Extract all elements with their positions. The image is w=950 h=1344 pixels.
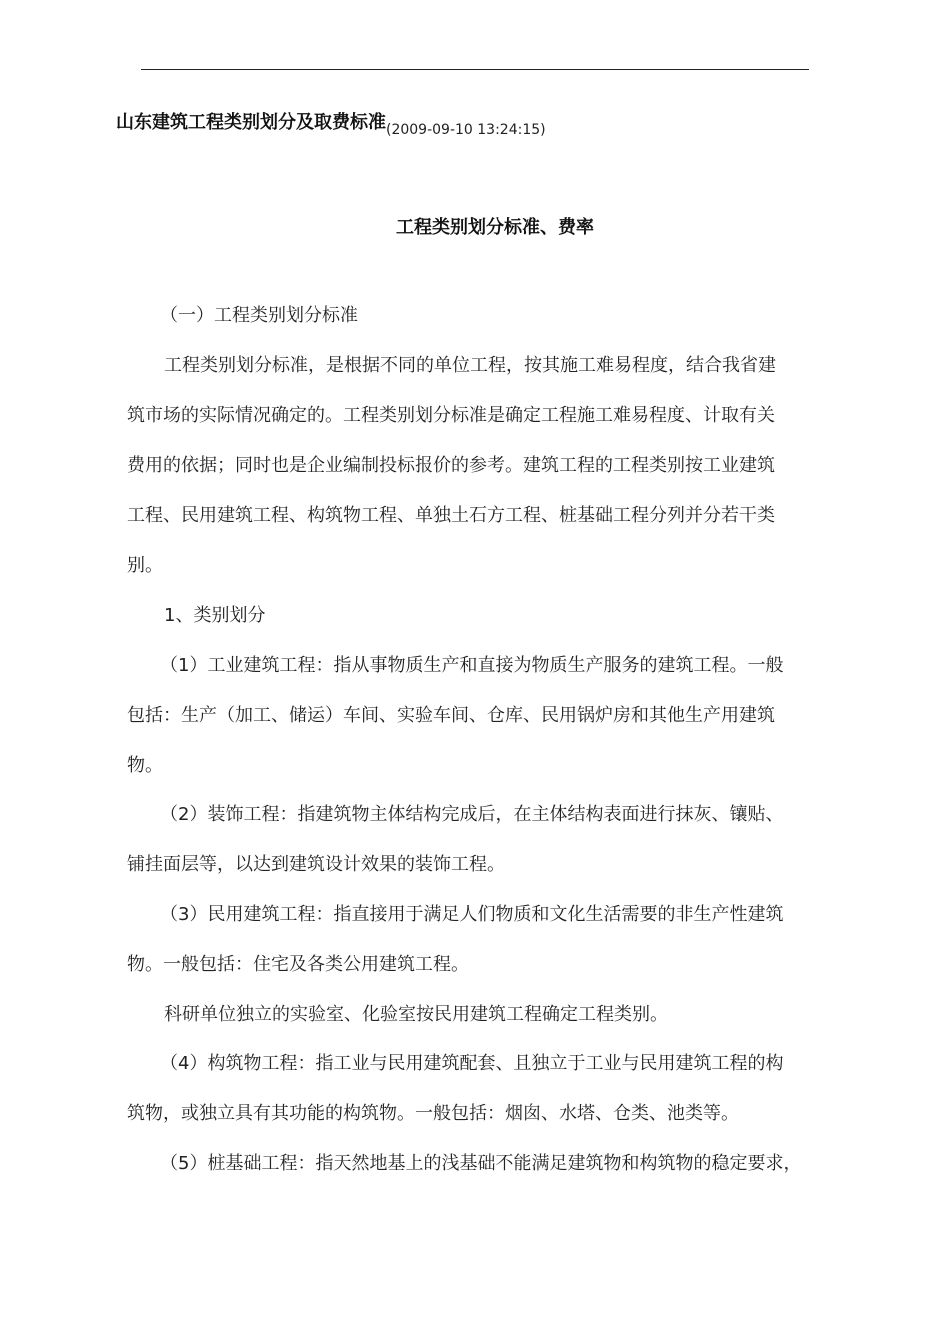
paragraph-line: 铺挂面层等，以达到建筑设计效果的装饰工程。 <box>127 854 505 875</box>
header-rule <box>141 69 809 70</box>
paragraph-line: 包括：生产（加工、储运）车间、实验车间、仓库、民用锅炉房和其他生产用建筑 <box>127 705 775 726</box>
paragraph-line: （4）构筑物工程：指工业与民用建筑配套、且独立于工业与民用建筑工程的构 <box>160 1053 784 1074</box>
paragraph-line: （5）桩基础工程：指天然地基上的浅基础不能满足建筑物和构筑物的稳定要求， <box>160 1153 802 1174</box>
document-title <box>116 108 546 138</box>
paragraph-line: 物。 <box>127 755 163 776</box>
paragraph-line: 费用的依据；同时也是企业编制投标报价的参考。建筑工程的工程类别按工业建筑 <box>127 455 775 476</box>
paragraph-line: 筑物，或独立具有其功能的构筑物。一般包括：烟囱、水塔、仓类、池类等。 <box>127 1103 739 1124</box>
paragraph-line: 物。一般包括：住宅及各类公用建筑工程。 <box>127 954 469 975</box>
paragraph-line: 筑市场的实际情况确定的。工程类别划分标准是确定工程施工难易程度、计取有关 <box>127 405 775 426</box>
paragraph-line: （1）工业建筑工程：指从事物质生产和直接为物质生产服务的建筑工程。一般 <box>160 655 784 676</box>
section-heading: 工程类别划分标准、费率 <box>396 217 594 238</box>
paragraph-line: 工程类别划分标准，是根据不同的单位工程，按其施工难易程度，结合我省建 <box>164 355 776 376</box>
title-text: 山东建筑工程类别划分及取费标准 <box>116 112 386 133</box>
paragraph-line: （3）民用建筑工程：指直接用于满足人们物质和文化生活需要的非生产性建筑 <box>160 904 784 925</box>
paragraph-line: 工程、民用建筑工程、构筑物工程、单独土石方工程、桩基础工程分列并分若干类 <box>127 505 775 526</box>
subsection-heading: （一）工程类别划分标准 <box>160 305 358 326</box>
list-heading: 1、类别划分 <box>164 605 266 626</box>
paragraph-line: （2）装饰工程：指建筑物主体结构完成后，在主体结构表面进行抹灰、镶贴、 <box>160 804 784 825</box>
timestamp: (2009-09-10 13:24:15) <box>386 122 546 138</box>
paragraph-line: 别。 <box>127 555 163 576</box>
paragraph-line: 科研单位独立的实验室、化验室按民用建筑工程确定工程类别。 <box>164 1004 668 1025</box>
